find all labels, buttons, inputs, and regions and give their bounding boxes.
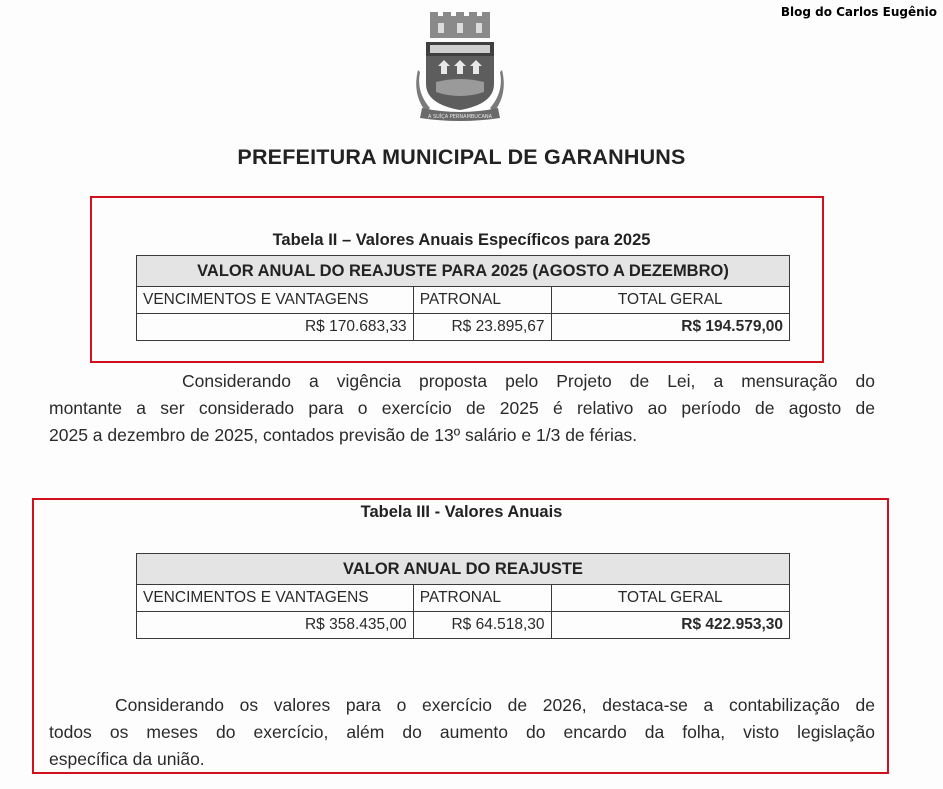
- paragraph-2-line: Considerando os valores para o exercício de 2026, destaca-se a contabilização de: [115, 695, 875, 715]
- page-title: PREFEITURA MUNICIPAL DE GARANHUNS: [237, 145, 686, 169]
- value-vencimentos: R$ 358.435,00: [137, 612, 414, 639]
- table-2-heading: VALOR ANUAL DO REAJUSTE PARA 2025 (AGOSTO A DEZEMBRO): [137, 256, 790, 287]
- paragraph-1-line: 2025 a dezembro de 2025, contados previsão de 13º salário e 1/3 de férias.: [49, 425, 638, 445]
- table-3-caption: Tabela III - Valores Anuais: [360, 503, 563, 521]
- value-vencimentos: R$ 170.683,33: [137, 314, 414, 341]
- table-2-caption: Tabela II – Valores Anuais Específicos para 2025: [272, 231, 651, 249]
- paragraph-1-line: Considerando a vigência proposta pelo Projeto de Lei, a mensuração do: [182, 371, 875, 391]
- column-header-vencimentos: VENCIMENTOS E VANTAGENS: [137, 287, 414, 314]
- paragraph-1-line: montante a ser considerado para o exercício de 2025 é relativo ao período de agosto de: [49, 398, 875, 418]
- value-patronal: R$ 23.895,67: [413, 314, 551, 341]
- paragraph-2-line: específica da união.: [49, 749, 205, 769]
- paragraph-2-line: todos os meses do exercício, além do aumento do encardo da folha, visto legislação: [49, 722, 875, 742]
- coat-of-arms-icon: [416, 12, 504, 122]
- column-header-total-geral: TOTAL GERAL: [551, 585, 789, 612]
- paragraph-1: [49, 368, 875, 449]
- column-header-patronal: PATRONAL: [413, 287, 551, 314]
- table-3: [136, 553, 790, 639]
- paragraph-2: [49, 692, 875, 773]
- table-3-heading: VALOR ANUAL DO REAJUSTE: [137, 554, 790, 585]
- value-total-geral: R$ 422.953,30: [551, 612, 789, 639]
- value-total-geral: R$ 194.579,00: [551, 314, 789, 341]
- column-header-patronal: PATRONAL: [413, 585, 551, 612]
- blog-watermark: Blog do Carlos Eugênio: [780, 5, 937, 19]
- column-header-vencimentos: VENCIMENTOS E VANTAGENS: [137, 585, 414, 612]
- value-patronal: R$ 64.518,30: [413, 612, 551, 639]
- column-header-total-geral: TOTAL GERAL: [551, 287, 789, 314]
- crest-motto: A SUÍÇA PERNAMBUCANA: [427, 114, 493, 120]
- table-2: [136, 255, 790, 341]
